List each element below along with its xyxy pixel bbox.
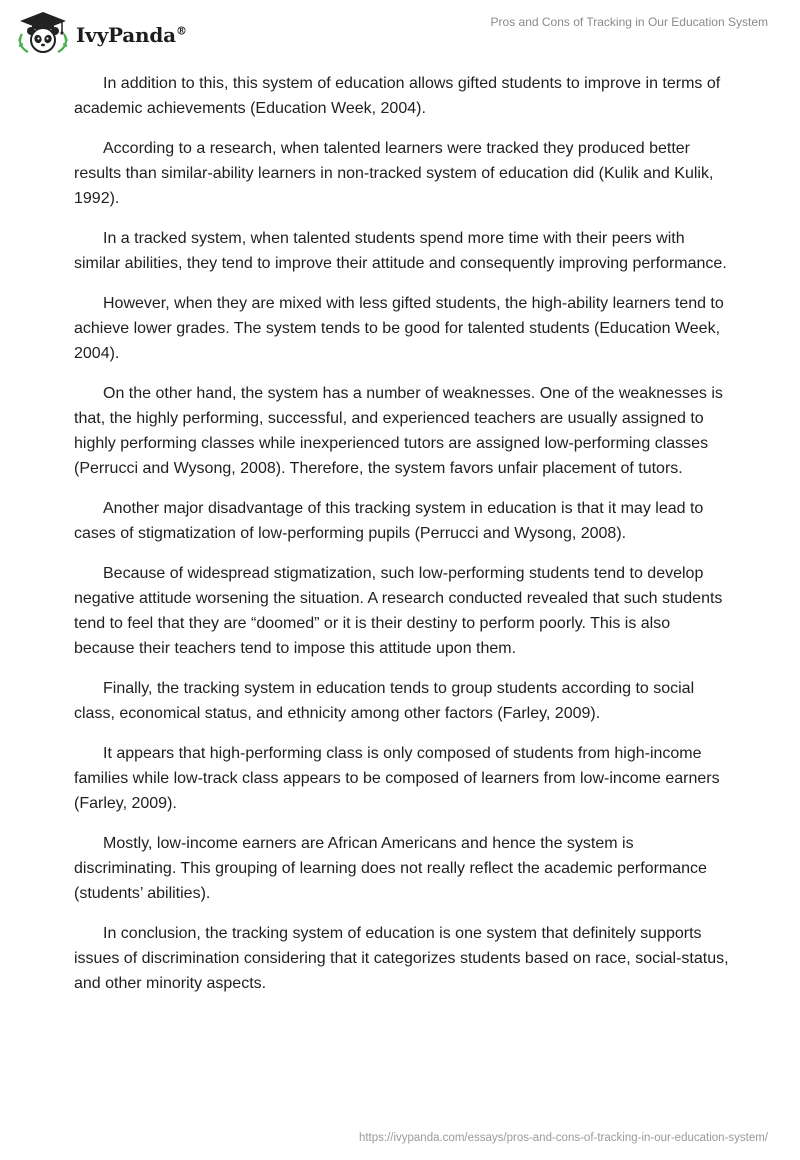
paragraph-6: Another major disadvantage of this tracking system in education is that it may lead to cases of stigmatization of low-performing pupils (Perrucci and Wysong, 2008). (74, 500, 704, 542)
paragraph-8: Finally, the tracking system in education tends to group students according to social class, economical status, and ethnicity among other factors (Farley, 2009). (74, 680, 695, 722)
paragraph-4: However, when they are mixed with less gifted students, the high-ability learners tend to achieve lower grades. The system tends to be good for talented students (Education Week, 2004). (74, 295, 724, 362)
paragraph-7: Because of widespread stigmatization, such low-performing students tend to develop negative attitude worsening the situation. A research conducted revealed that such students tend to feel that they are “doomed” or it is their destiny to perform poorly. This is also because their teachers tend to impose this attitude upon them. (74, 565, 723, 657)
paragraph-3: In a tracked system, when talented students spend more time with their peers with similar abilities, they tend to improve their attitude and consequently improving performance. (74, 230, 727, 272)
paragraph-11: In conclusion, the tracking system of education is one system that definitely supports issues of discrimination considering that it categorizes students based on race, social-status, and other minority aspects. (74, 925, 729, 992)
logo-wordmark (76, 23, 187, 47)
source-url-link[interactable]: https://ivypanda.com/essays/pros-and-cons-of-tracking-in-our-education-system/ (358, 1132, 768, 1144)
registered-mark: ® (175, 24, 187, 38)
paragraph-10: Mostly, low-income earners are African Americans and hence the system is discriminating. This grouping of learning does not really reflect the academic performance (students’ abilities). (74, 835, 707, 902)
ivypanda-logo[interactable] (14, 10, 187, 56)
logo-text: IvyPanda (76, 23, 176, 47)
essay-body (74, 71, 730, 1011)
panda-graduate-icon (14, 10, 72, 56)
paragraph-9: It appears that high-performing class is only composed of students from high-income families while low-track class appears to be composed of learners from low-income earners (Farley, 2009). (74, 745, 720, 812)
paragraph-2: According to a research, when talented learners were tracked they produced better results than similar-ability learners in non-tracked system of education did (Kulik and Kulik, 1992). (74, 140, 714, 207)
paragraph-5: On the other hand, the system has a number of weaknesses. One of the weaknesses is that, the highly performing, successful, and experienced teachers are usually assigned to highly performing classes while inexperienced tutors are assigned low-performing classes (Perrucci and Wysong, 2008). Therefore, the system favors unfair placement of tutors. (74, 385, 723, 477)
document-title: Pros and Cons of Tracking in Our Education System (490, 15, 768, 29)
page-header (0, 0, 800, 70)
paragraph-1: In addition to this, this system of education allows gifted students to improve in terms of academic achievements (Education Week, 2004). (74, 75, 721, 117)
